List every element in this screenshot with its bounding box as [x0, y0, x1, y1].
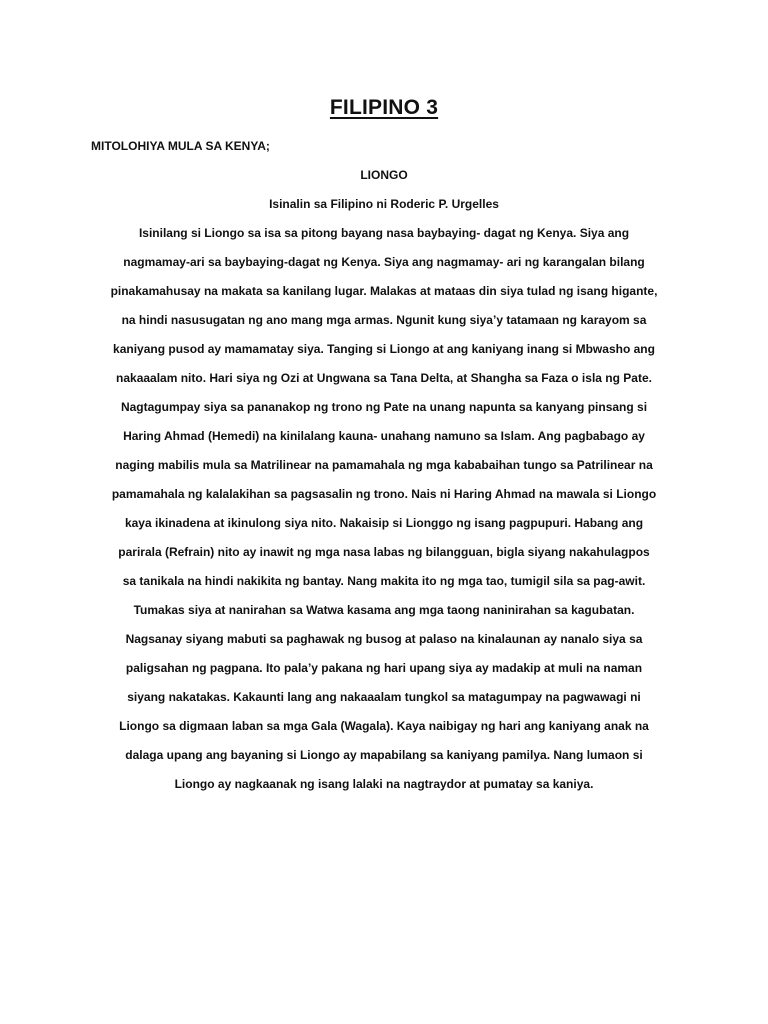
story-body	[110, 219, 658, 799]
paragraph-1: Isinilang si Liongo sa isa sa pitong bayang nasa baybaying- dagat ng Kenya. Siya ang nagmamay-ari sa baybaying-dagat ng Kenya. Siya ang nagmamay- ari ng karangalan bilang pinakamahusay na makata sa kanilang lugar. Malakas at mataas din siya tulad ng isang higante, na hindi nasusugatan ng ano mang mga armas. Ngunit kung siya’y tatamaan ng karayom sa kaniyang pusod ay mamamatay siya. Tanging si Liongo at ang kaniyang inang si Mbwasho ang nakaaalam nito. Hari siya ng Ozi at Ungwana sa Tana Delta, at Shangha sa Faza o isla ng Pate.	[110, 226, 658, 385]
paragraph-2: Nagtagumpay siya sa pananakop ng trono ng Pate na unang napunta sa kanyang pinsang si Haring Ahmad (Hemedi) na kinilalang kauna- unahang namuno sa Islam. Ang pagbabago ay naging mabilis mula sa Matrilinear na pamamahala ng mga kababaihan tungo sa Patrilinear na pamamahala ng kalalakihan sa pagsasalin ng trono. Nais ni Haring Ahmad na mawala si Liongo kaya ikinadena at ikinulong siya nito. Nakaisip si Lionggo ng isang pagpupuri. Habang ang parirala (Refrain) nito ay inawit ng mga nasa labas ng bilangguan, bigla siyang nakahulagpos sa tanikala na hindi nakikita ng bantay. Nang makita ito ng mga tao, tumigil sila sa pag-awit. Tumakas siya at nanirahan sa Watwa kasama ang mga taong naninirahan sa kagubatan. Nagsanay siyang mabuti sa paghawak ng busog at palaso na kinalaunan ay nanalo siya sa paligsahan ng pagpana. Ito pala’y pakana ng hari upang siya ay madakip at muli na naman siyang nakatakas. Kakaunti lang ang nakaaalam tungkol sa matagumpay na pagwawagi ni Liongo sa digmaan laban sa mga Gala (Wagala). Kaya naibigay ng hari ang kaniyang anak na dalaga upang ang bayaning si Liongo ay mapabilang sa kaniyang pamilya. Nang lumaon si Liongo ay nagkaanak ng isang lalaki na nagtraydor at pumatay sa kaniya.	[111, 400, 657, 791]
document-title: FILIPINO 3	[329, 96, 439, 119]
story-title: LIONGO	[360, 168, 408, 182]
translator-line: Isinalin sa Filipino ni Roderic P. Urgelles	[269, 197, 499, 211]
subject-line: MITOLOHIYA MULA SA KENYA;	[91, 139, 270, 153]
